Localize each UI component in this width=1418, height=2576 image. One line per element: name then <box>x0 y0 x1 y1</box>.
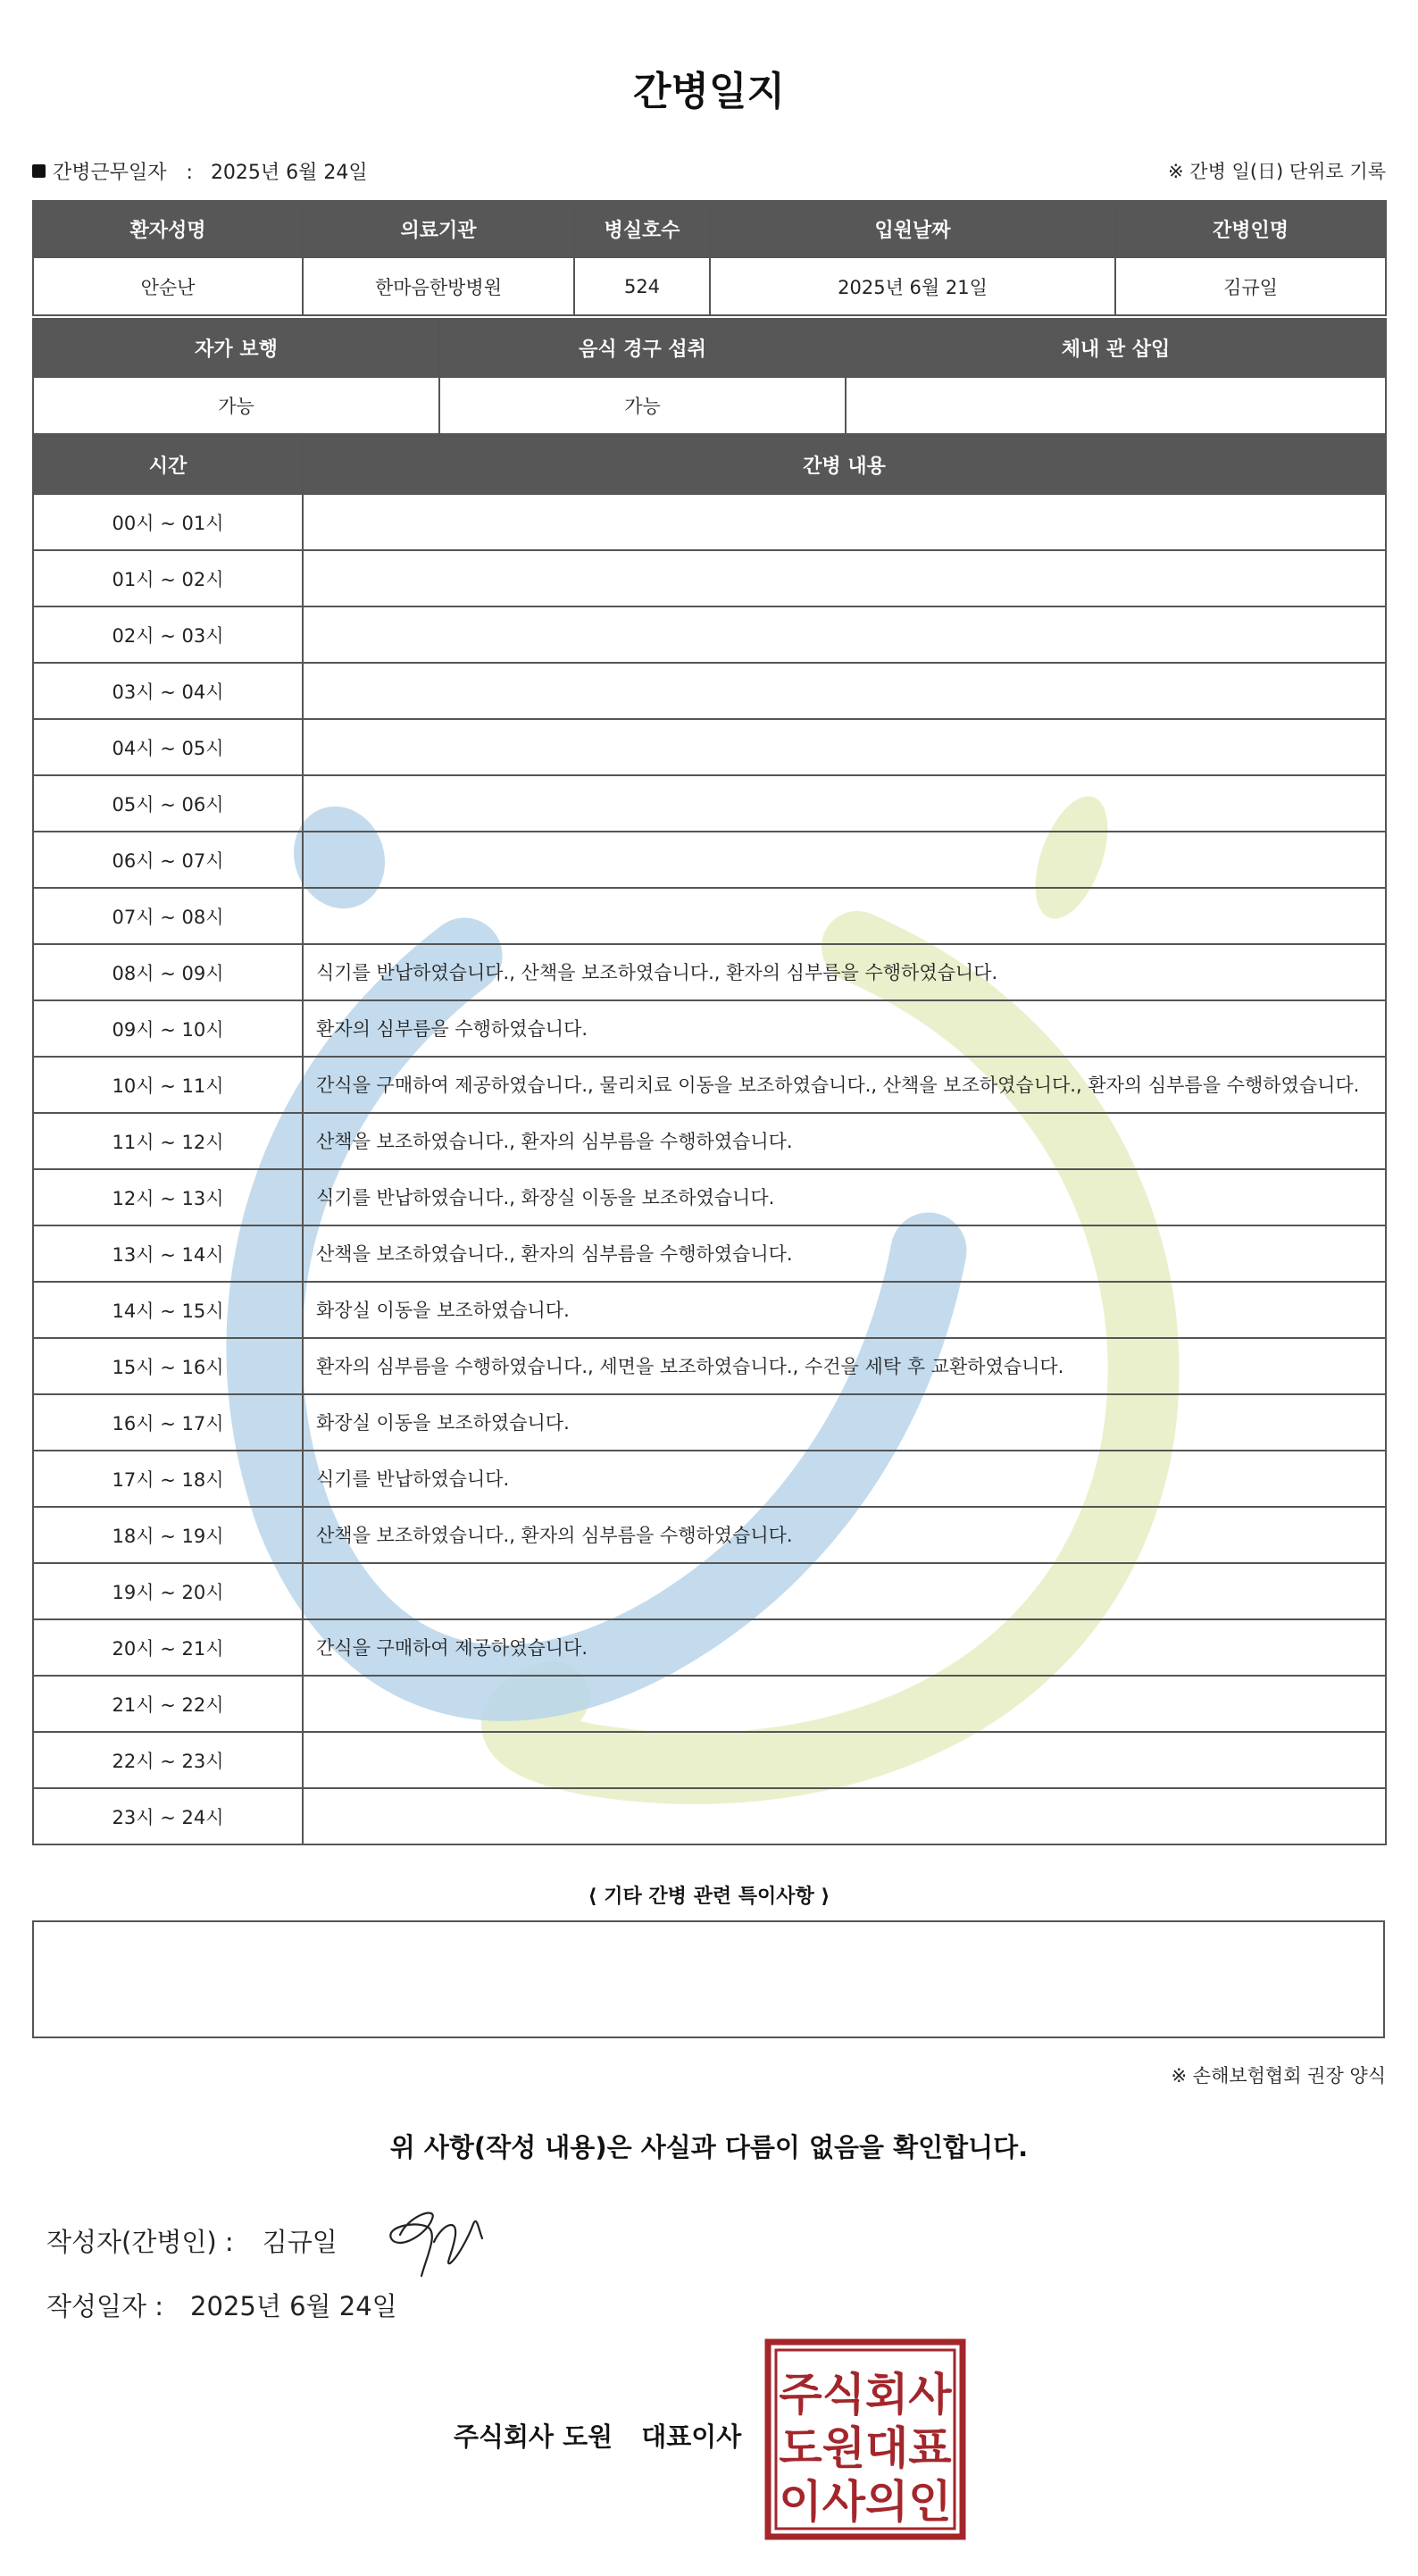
log-time: 21시 ~ 22시 <box>33 1676 303 1732</box>
log-content <box>303 1732 1386 1788</box>
table-row <box>33 663 1386 719</box>
log-time: 02시 ~ 03시 <box>33 606 303 663</box>
table-row <box>33 1169 1386 1225</box>
log-time: 10시 ~ 11시 <box>33 1057 303 1113</box>
log-content: 환자의 심부름을 수행하였습니다., 세면을 보조하였습니다., 수건을 세탁 후 교환하였습니다. <box>303 1338 1386 1394</box>
log-content <box>303 606 1386 663</box>
table-row <box>33 1338 1386 1394</box>
caregiver-name: 김규일 <box>1115 257 1386 315</box>
header-tube-insertion: 체내 관 삽입 <box>846 319 1386 377</box>
log-time: 01시 ~ 02시 <box>33 550 303 606</box>
header-admission-date: 입원날짜 <box>710 201 1115 257</box>
log-time: 11시 ~ 12시 <box>33 1113 303 1169</box>
table-row <box>33 1451 1386 1507</box>
log-content <box>303 663 1386 719</box>
log-time: 17시 ~ 18시 <box>33 1451 303 1507</box>
log-content: 화장실 이동을 보조하였습니다. <box>303 1394 1386 1451</box>
table-row <box>33 1057 1386 1113</box>
table-row <box>33 1000 1386 1057</box>
log-content: 식기를 반납하였습니다., 산책을 보조하였습니다., 환자의 심부름을 수행하였습니다. <box>303 944 1386 1000</box>
log-content: 산책을 보조하였습니다., 환자의 심부름을 수행하였습니다. <box>303 1113 1386 1169</box>
header-caregiver-name: 간병인명 <box>1115 201 1386 257</box>
log-time: 08시 ~ 09시 <box>33 944 303 1000</box>
special-notes-title: ⟨ 기타 간병 관련 특이사항 ⟩ <box>588 1886 830 1908</box>
log-content: 화장실 이동을 보조하였습니다. <box>303 1282 1386 1338</box>
log-time: 12시 ~ 13시 <box>33 1169 303 1225</box>
header-hospital: 의료기관 <box>303 201 574 257</box>
log-content <box>303 1563 1386 1619</box>
header-patient-name: 환자성명 <box>33 201 303 257</box>
header-room: 병실호수 <box>574 201 710 257</box>
table-row <box>33 494 1386 550</box>
svg-text:이사의인: 이사의인 <box>779 2476 952 2528</box>
log-content: 산책을 보조하였습니다., 환자의 심부름을 수행하였습니다. <box>303 1507 1386 1563</box>
log-time: 09시 ~ 10시 <box>33 1000 303 1057</box>
log-content: 간식을 구매하여 제공하였습니다. <box>303 1619 1386 1676</box>
duty-date-label: 간병근무일자 : <box>53 162 193 184</box>
special-notes-box <box>32 1920 1385 2038</box>
table-row <box>33 1225 1386 1282</box>
log-content <box>303 550 1386 606</box>
table-row <box>33 1563 1386 1619</box>
header-walking: 자가 보행 <box>33 319 439 377</box>
confirmation-statement: 위 사항(작성 내용)은 사실과 다름이 없음을 확인합니다. <box>389 2132 1029 2162</box>
table-row <box>33 944 1386 1000</box>
handwritten-signature <box>382 2199 504 2279</box>
log-content: 간식을 구매하여 제공하였습니다., 물리치료 이동을 보조하였습니다., 산책을 보조하였습니다., 환자의 심부름을 수행하였습니다. <box>303 1057 1386 1113</box>
svg-text:도원대표: 도원대표 <box>779 2422 952 2474</box>
table-row <box>33 719 1386 775</box>
table-row <box>33 1394 1386 1451</box>
ceo-title: 대표이사 <box>641 2421 742 2452</box>
log-time: 14시 ~ 15시 <box>33 1282 303 1338</box>
writer-name: 김규일 <box>262 2227 338 2257</box>
tube-insertion-status <box>846 377 1386 434</box>
table-row <box>33 1282 1386 1338</box>
log-content: 환자의 심부름을 수행하였습니다. <box>303 1000 1386 1057</box>
admission-date: 2025년 6월 21일 <box>710 257 1115 315</box>
log-time: 04시 ~ 05시 <box>33 719 303 775</box>
table-row <box>33 606 1386 663</box>
table-row <box>33 1619 1386 1676</box>
log-content <box>303 494 1386 550</box>
log-time: 03시 ~ 04시 <box>33 663 303 719</box>
page-title: 간병일지 <box>632 69 785 114</box>
log-time: 15시 ~ 16시 <box>33 1338 303 1394</box>
table-row <box>33 550 1386 606</box>
log-content: 산책을 보조하였습니다., 환자의 심부름을 수행하였습니다. <box>303 1225 1386 1282</box>
unit-note: ※ 간병 일(日) 단위로 기록 <box>1168 161 1386 182</box>
svg-text:주식회사: 주식회사 <box>779 2369 952 2421</box>
duty-date <box>32 157 368 185</box>
room-number: 524 <box>574 257 710 315</box>
company-name: 주식회사 도원 <box>454 2421 613 2452</box>
log-time: 18시 ~ 19시 <box>33 1507 303 1563</box>
log-content: 식기를 반납하였습니다. <box>303 1451 1386 1507</box>
table-row <box>33 888 1386 944</box>
log-time: 05시 ~ 06시 <box>33 775 303 832</box>
log-time: 13시 ~ 14시 <box>33 1225 303 1282</box>
written-date-label: 작성일자 : <box>46 2291 164 2321</box>
log-time: 23시 ~ 24시 <box>33 1788 303 1844</box>
table-row <box>33 775 1386 832</box>
log-time: 00시 ~ 01시 <box>33 494 303 550</box>
log-content <box>303 832 1386 888</box>
patient-status-table <box>32 318 1387 435</box>
association-note: ※ 손해보험협회 권장 양식 <box>1171 2065 1386 2087</box>
log-time: 07시 ~ 08시 <box>33 888 303 944</box>
log-content: 식기를 반납하였습니다., 화장실 이동을 보조하였습니다. <box>303 1169 1386 1225</box>
oral-intake-status: 가능 <box>439 377 846 434</box>
writer-label: 작성자(간병인) : <box>46 2227 234 2257</box>
written-date-line <box>46 2287 397 2323</box>
hospital-name: 한마음한방병원 <box>303 257 574 315</box>
walking-status: 가능 <box>33 377 439 434</box>
writer-line <box>46 2222 338 2259</box>
company-seal-stamp <box>764 2338 966 2540</box>
log-time: 22시 ~ 23시 <box>33 1732 303 1788</box>
log-content <box>303 775 1386 832</box>
log-time: 16시 ~ 17시 <box>33 1394 303 1451</box>
table-row <box>33 1788 1386 1844</box>
header-oral-intake: 음식 경구 섭취 <box>439 319 846 377</box>
log-time: 20시 ~ 21시 <box>33 1619 303 1676</box>
duty-date-value: 2025년 6월 24일 <box>210 162 368 184</box>
table-row <box>33 1507 1386 1563</box>
header-care-content: 간병 내용 <box>303 436 1386 494</box>
log-content <box>303 888 1386 944</box>
log-content <box>303 719 1386 775</box>
log-content <box>303 1676 1386 1732</box>
log-content <box>303 1788 1386 1844</box>
care-log-table <box>32 435 1387 1845</box>
patient-info-table <box>32 200 1387 316</box>
header-time: 시간 <box>33 436 303 494</box>
log-time: 19시 ~ 20시 <box>33 1563 303 1619</box>
patient-name: 안순난 <box>33 257 303 315</box>
log-time: 06시 ~ 07시 <box>33 832 303 888</box>
table-row <box>33 1676 1386 1732</box>
bullet-square-icon <box>32 164 46 178</box>
table-row <box>33 832 1386 888</box>
written-date-value: 2025년 6월 24일 <box>190 2291 397 2321</box>
company-line <box>454 2417 741 2454</box>
table-row <box>33 1113 1386 1169</box>
table-row <box>33 1732 1386 1788</box>
